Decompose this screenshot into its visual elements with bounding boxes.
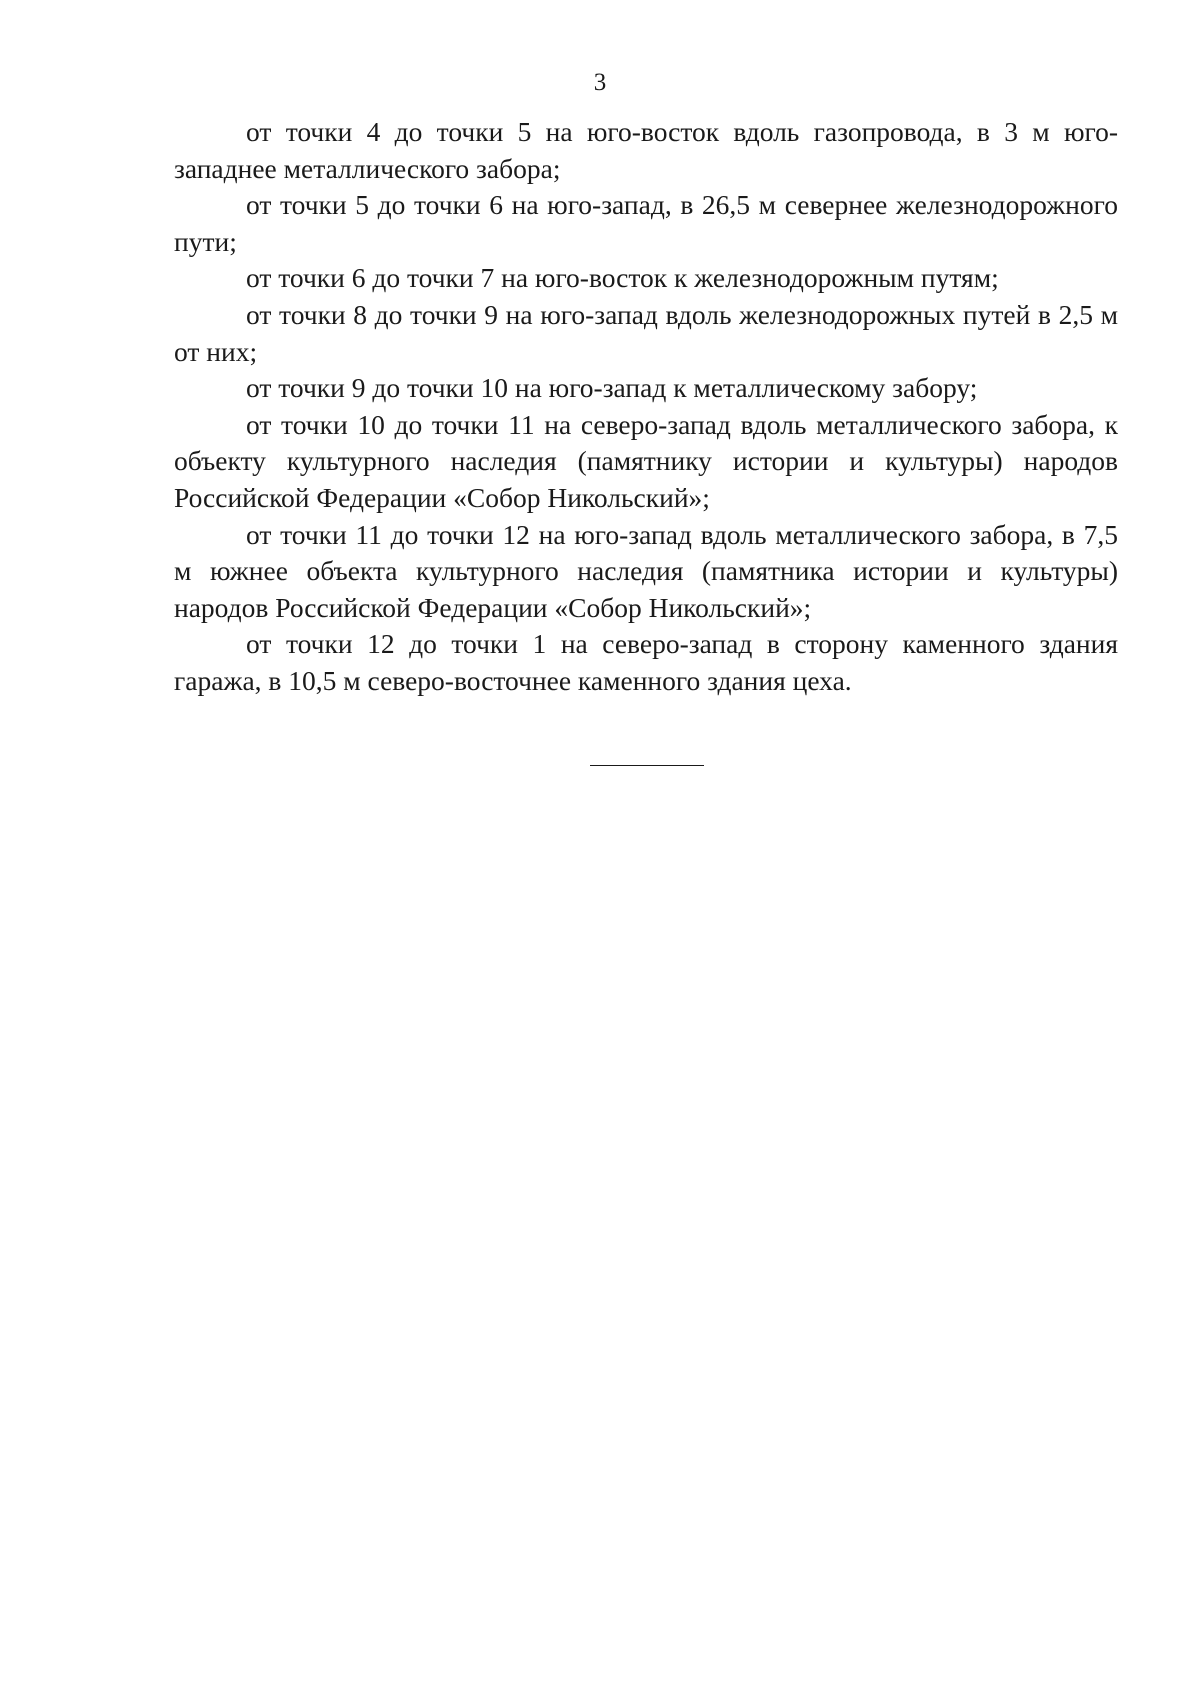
page-number: 3 [593,69,607,96]
paragraph-boundary-12-1: от точки 12 до точки 1 на северо-запад в сторону каменного здания гаража, в 10,5 м северо-восточнее каменного здания цеха. [174,628,1118,696]
end-of-document-rule [590,765,704,766]
paragraph-boundary-5-6: от точки 5 до точки 6 на юго-запад, в 26,5 м севернее железнодорожного пути; [174,189,1118,257]
paragraph-boundary-11-12: от точки 11 до точки 12 на юго-запад вдоль металлического забора, в 7,5 м южнее объекта культурного наследия (памятника истории и культуры) народов Российской Федерации «Собор Никольский»; [174,518,1118,623]
paragraph-boundary-6-7: от точки 6 до точки 7 на юго-восток к железнодорожным путям; [246,262,999,294]
paragraph-boundary-9-10: от точки 9 до точки 10 на юго-запад к металлическому забору; [246,372,978,404]
document-body [174,114,1118,700]
paragraph-boundary-4-5: от точки 4 до точки 5 на юго-восток вдоль газопровода, в 3 м юго-западнее металлического забора; [174,116,1118,184]
paragraph-boundary-8-9: от точки 8 до точки 9 на юго-запад вдоль железнодорожных путей в 2,5 м от них; [174,298,1118,367]
paragraph-boundary-10-11: от точки 10 до точки 11 на северо-запад вдоль металлического забора, к объекту культурного наследия (памятнику истории и культуры) народов Российской Федерации «Собор Никольский»; [174,408,1118,513]
